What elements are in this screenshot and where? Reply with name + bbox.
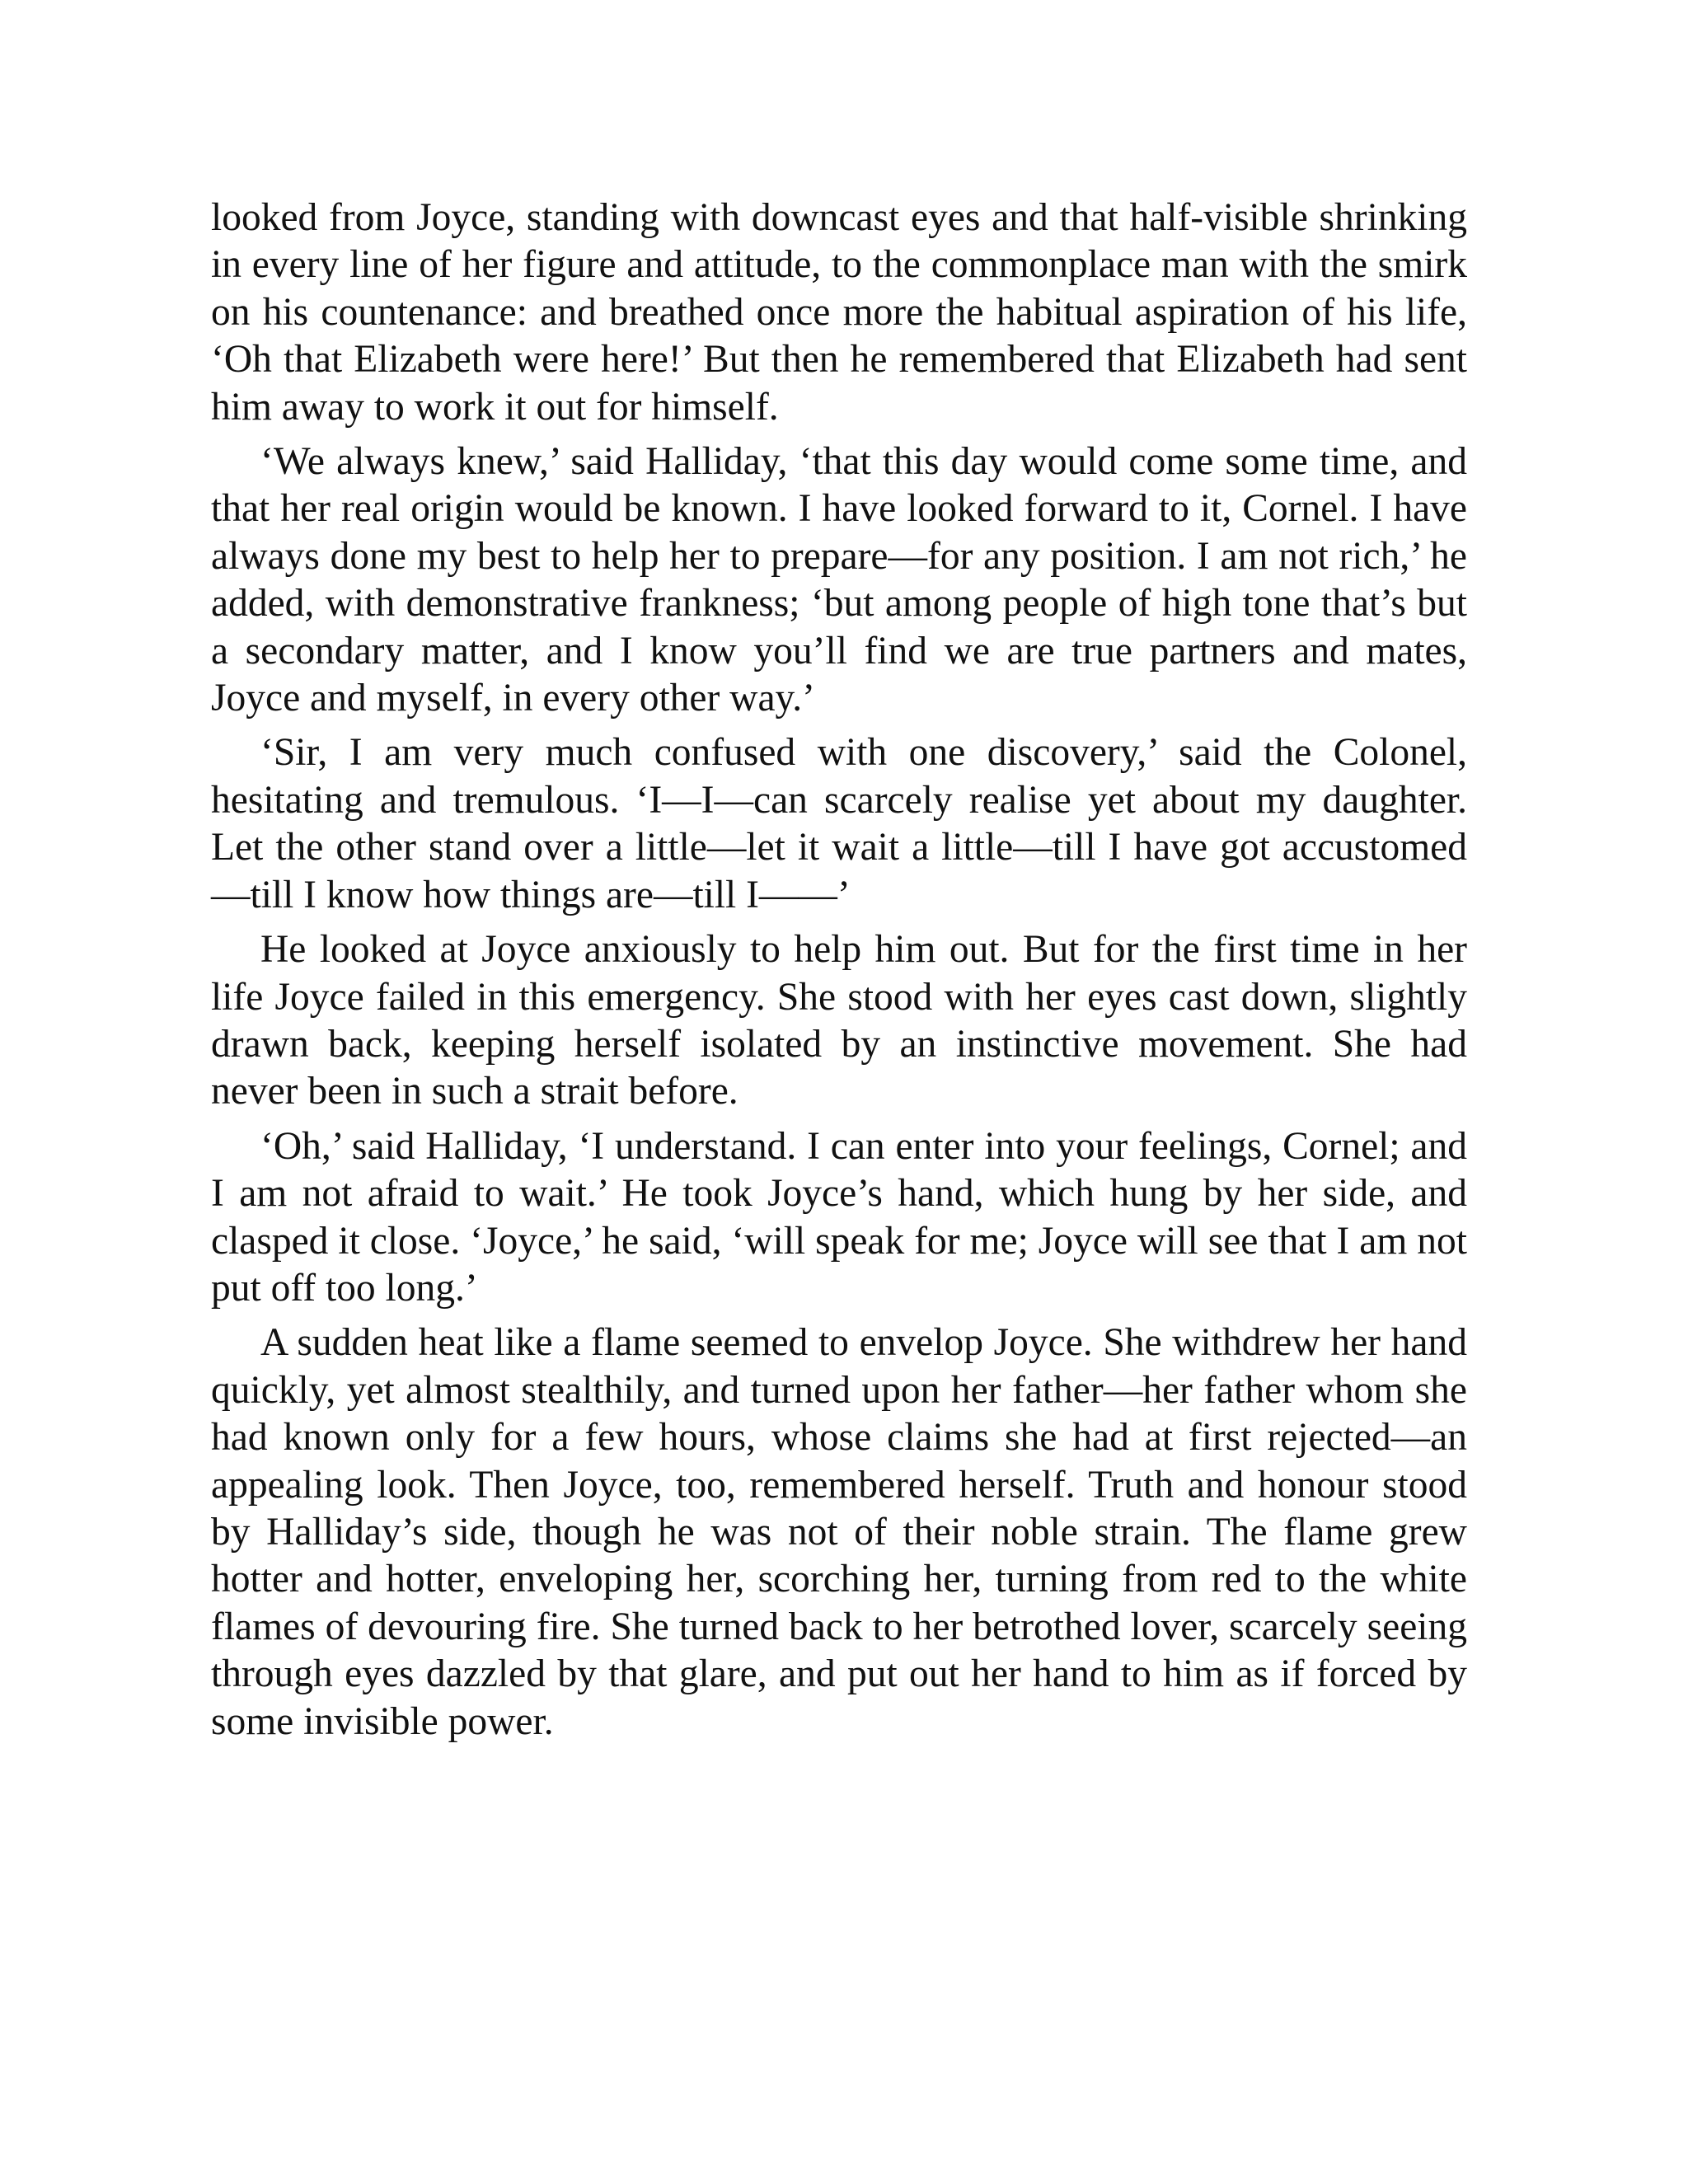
paragraph-6: A sudden heat like a flame seemed to envelop Joyce. She withdrew her hand quickly, yet almost stealthily, and turned upon her father—her father whom she had known only for a few hours, whose claims she had at first rejected—an appealing look. Then Joyce, too, remembered herself. Truth and honour stood by Halliday’s side, though he was not of their noble strain. The flame grew hotter and hotter, enveloping her, scorching her, turning from red to the white flames of devouring fire. She turned back to her betrothed lover, scarcely seeing through eyes dazzled by that glare, and put out her hand to him as if forced by some invisible power.	[211, 1321, 1467, 1743]
paragraph-3: ‘Sir, I am very much confused with one discovery,’ said the Colonel, hesitating and tremulous. ‘I—I—can scarcely realise yet about my daughter. Let the other stand over a little—let it wait a little—till I have got accustomed—till I know how things are—till I——’	[211, 731, 1467, 916]
page-body	[211, 194, 1467, 1753]
paragraph-4: He looked at Joyce anxiously to help him out. But for the first time in her life Joyce failed in this emergency. She stood with her eyes cast down, slightly drawn back, keeping herself isolated by an instinctive movement. She had never been in such a strait before.	[211, 928, 1467, 1113]
paragraph-1: looked from Joyce, standing with downcast eyes and that half-visible shrinking in every line of her figure and attitude, to the commonplace man with the smirk on his countenance: and breathed once more the habitual aspiration of his life, ‘Oh that Elizabeth were here!’ But then he remembered that Elizabeth had sent him away to work it out for himself.	[211, 196, 1467, 429]
paragraph-2: ‘We always knew,’ said Halliday, ‘that this day would come some time, and that her real origin would be known. I have looked forward to it, Cornel. I have always done my best to help her to prepare—for any position. I am not rich,’ he added, with demonstrative frankness; ‘but among people of high tone that’s but a secondary matter, and I know you’ll find we are true partners and mates, Joyce and myself, in every other way.’	[211, 440, 1467, 720]
paragraph-5: ‘Oh,’ said Halliday, ‘I understand. I can enter into your feelings, Cornel; and I am not afraid to wait.’ He took Joyce’s hand, which hung by her side, and clasped it close. ‘Joyce,’ he said, ‘will speak for me; Joyce will see that I am not put off too long.’	[211, 1124, 1467, 1310]
